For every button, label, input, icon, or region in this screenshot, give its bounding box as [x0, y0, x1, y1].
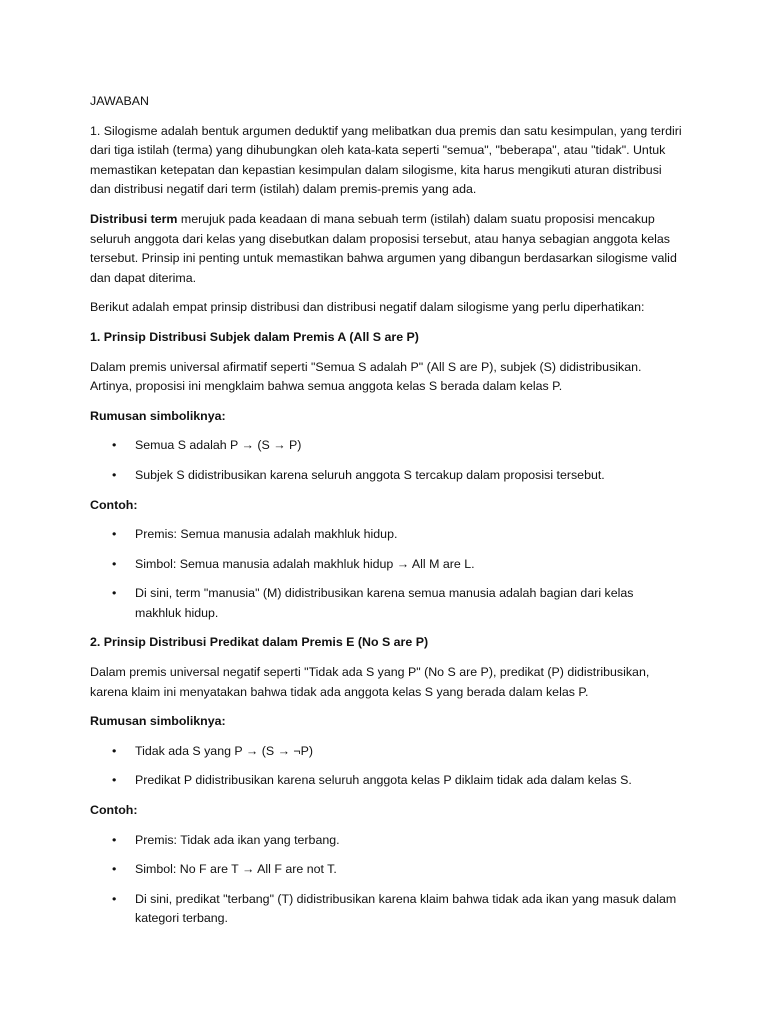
intro-paragraph: 1. Silogisme adalah bentuk argumen deduktif yang melibatkan dua premis dan satu kesimpulan, yang terdiri dari tiga istilah (terma) yang dihubungkan oleh kata-kata seperti "semua", "beberapa", atau "tidak". Untuk memastikan ketepatan dan kepastian kesimpulan dalam silogisme, kita harus mengikuti aturan distribusi dan distribusi negatif dari term (istilah) dalam premis-premis yang ada.	[90, 123, 682, 197]
document-content	[90, 92, 682, 939]
lead-paragraph: Berikut adalah empat prinsip distribusi dan distribusi negatif dalam silogisme yang perlu diperhatikan:	[90, 300, 645, 315]
contoh-list	[90, 831, 682, 929]
definition-term: Distribusi term	[90, 211, 178, 226]
rumusan-label: Rumusan simboliknya:	[90, 714, 226, 729]
section-body: Dalam premis universal afirmatif seperti "Semua S adalah P" (All S are P), subjek (S) didistribusikan. Artinya, proposisi ini mengklaim bahwa semua anggota kelas S berada dalam kelas P.	[90, 359, 642, 394]
definition-text: merujuk pada keadaan di mana sebuah term (istilah) dalam suatu proposisi mencakup seluruh anggota dari kelas yang disebutkan dalam proposisi tersebut, atau hanya sebagian anggota kelas tersebut. Prinsip ini penting untuk memastikan bahwa argumen yang dibangun berdasarkan silogisme valid dan dapat diterima.	[90, 211, 677, 285]
list-item: • Semua S adalah P → (S → P)	[90, 436, 682, 456]
list-item: • Simbol: No F are T → All F are not T.	[90, 860, 682, 880]
page-title: JAWABAN	[90, 94, 149, 108]
rumusan-list	[90, 436, 682, 485]
list-item: • Subjek S didistribusikan karena seluruh anggota S tercakup dalam proposisi tersebut.	[90, 466, 682, 486]
list-item: • Di sini, predikat "terbang" (T) didistribusikan karena klaim bahwa tidak ada ikan yang masuk dalam kategori terbang.	[90, 890, 682, 929]
list-item: • Premis: Semua manusia adalah makhluk hidup.	[90, 525, 682, 545]
contoh-label: Contoh:	[90, 803, 138, 818]
rumusan-label: Rumusan simboliknya:	[90, 408, 226, 423]
list-item: • Predikat P didistribusikan karena seluruh anggota kelas P diklaim tidak ada dalam kelas S.	[90, 771, 682, 791]
list-item: • Premis: Tidak ada ikan yang terbang.	[90, 831, 682, 851]
section-body: Dalam premis universal negatif seperti "Tidak ada S yang P" (No S are P), predikat (P) didistribusikan, karena klaim ini menyatakan bahwa tidak ada anggota kelas S yang berada dalam kelas P.	[90, 665, 650, 699]
list-item: • Di sini, term "manusia" (M) didistribusikan karena semua manusia adalah bagian dari kelas makhluk hidup.	[90, 584, 682, 623]
section-title: 1. Prinsip Distribusi Subjek dalam Premis A (All S are P)	[90, 329, 419, 344]
contoh-list	[90, 525, 682, 623]
list-item: • Tidak ada S yang P → (S → ¬P)	[90, 742, 682, 762]
definition-paragraph	[90, 210, 682, 288]
rumusan-list	[90, 742, 682, 791]
section-title: 2. Prinsip Distribusi Predikat dalam Premis E (No S are P)	[90, 635, 429, 650]
list-item: • Simbol: Semua manusia adalah makhluk hidup → All M are L.	[90, 555, 682, 575]
contoh-label: Contoh:	[90, 497, 138, 512]
